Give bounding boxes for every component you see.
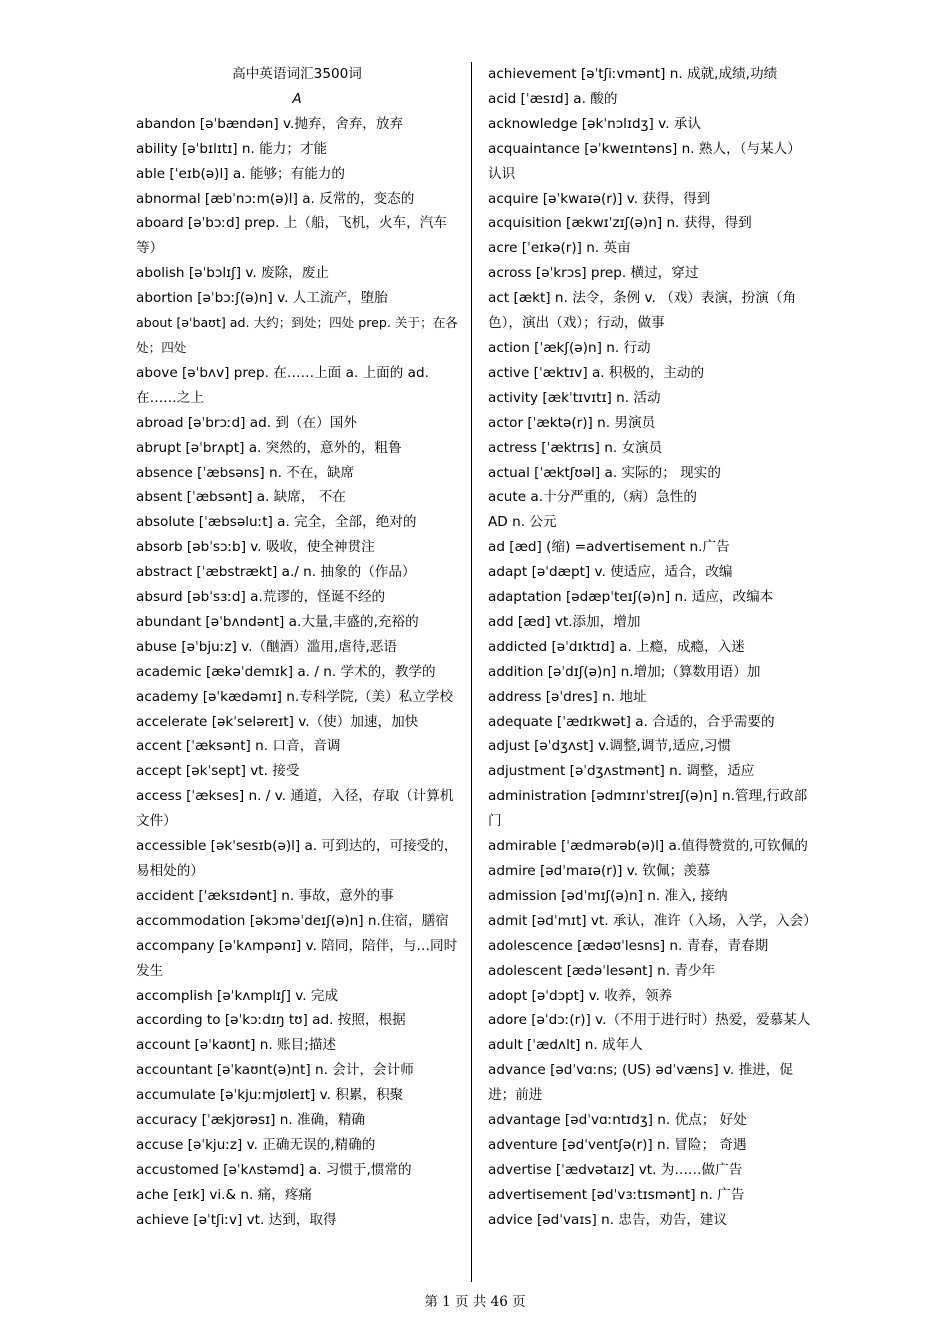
vocab-entry: activity [ækˈtɪvɪtɪ] n. 活动 [488, 389, 661, 406]
vocab-entry: achieve [əˈtʃiːv] vt. 达到，取得 [136, 1211, 337, 1228]
vocab-entry: advertisement [ədˈvɜːtɪsmənt] n. 广告 [488, 1186, 745, 1203]
vocab-entry: administration [ədmɪnɪˈstreɪʃ(ə)n] n.管理,行政部门 [488, 788, 808, 830]
vocab-entry: accept [əkˈsept] vt. 接受 [136, 763, 300, 780]
vocab-entry: act [ækt] n. 法令，条例 v. （戏）表演，扮演（角色），演出（戏）；行动，做事 [488, 290, 797, 332]
vocab-entry: acknowledge [əkˈnɔlɪdʒ] v. 承认 [488, 115, 701, 132]
vocab-entry: active [ˈæktɪv] a. 积极的，主动的 [488, 364, 705, 381]
vocab-entry: accommodation [əkɔməˈdeɪʃ(ə)n] n.住宿，膳宿 [136, 912, 449, 929]
vocab-entry: accelerate [əkˈseləreɪt] v.（使）加速，加快 [136, 713, 419, 730]
vocab-entry: actor [ˈæktə(r)] n. 男演员 [488, 414, 656, 431]
page-footer: 第 1 页 共 46 页 [424, 1294, 526, 1310]
vocab-entry: above [əˈbʌv] prep. 在……上面 a. 上面的 ad. 在……之上 [136, 364, 429, 406]
vocab-entry: abandon [əˈbændən] v.抛弃，舍弃，放弃 [136, 115, 404, 132]
vocab-entry: abroad [əˈbrɔːd] ad. 到（在）国外 [136, 414, 357, 431]
vocab-entry: abundant [əˈbʌndənt] a.大量,丰盛的,充裕的 [136, 613, 419, 630]
vocab-entry: acquaintance [əˈkweɪntəns] n. 熟人，（与某人）认识 [488, 140, 801, 182]
vocab-entry: advertise [ˈædvətaɪz] vt. 为……做广告 [488, 1161, 743, 1178]
vocab-entry: action [ˈækʃ(ə)n] n. 行动 [488, 339, 651, 356]
vocab-entry: actress [ˈæktrɪs] n. 女演员 [488, 439, 663, 456]
vocab-entry: accountant [əˈkaʊnt(ə)nt] n. 会计，会计师 [136, 1062, 414, 1079]
vocab-entry: able [ˈeɪb(ə)l] a. 能够；有能力的 [136, 165, 346, 182]
vocab-entry: acid [ˈæsɪd] a. 酸的 [488, 90, 618, 107]
vocab-entry: addicted [əˈdɪktɪd] a. 上瘾，成瘾，入迷 [488, 638, 745, 655]
section-letter: A [292, 90, 302, 107]
vocab-entry: achievement [əˈtʃiːvmənt] n. 成就,成绩,功绩 [488, 66, 778, 82]
vocab-entry: AD n. 公元 [488, 514, 557, 531]
vocab-entry: according to [əˈkɔːdɪŋ tʊ] ad. 按照，根据 [136, 1012, 406, 1029]
vocab-entry: add [æd] vt.添加，增加 [488, 613, 641, 630]
vocab-entry: ache [eɪk] vi.& n. 痛，疼痛 [136, 1186, 313, 1203]
vocab-entry: ad [æd] (缩) =advertisement n.广告 [488, 539, 730, 556]
vocab-entry: admirable [ˈædmərəb(ə)l] a.值得赞赏的,可钦佩的 [488, 838, 808, 855]
vocab-entry: abortion [əˈbɔːʃ(ə)n] v. 人工流产，堕胎 [136, 290, 388, 307]
vocab-entry: ability [əˈbɪlɪtɪ] n. 能力；才能 [136, 140, 328, 157]
vocab-entry: accustomed [əˈkʌstəmd] a. 习惯于,惯常的 [136, 1161, 412, 1178]
vocab-entry: adult [ˈædʌlt] n. 成年人 [488, 1037, 643, 1054]
left-entry-list [136, 112, 458, 1233]
vocab-entry: actual [ˈæktʃʊəl] a. 实际的； 现实的 [488, 464, 721, 481]
vocab-entry: acquire [əˈkwaɪə(r)] v. 获得，得到 [488, 190, 711, 207]
vocab-entry: aboard [əˈbɔːd] prep. 上（船，飞机，火车，汽车等） [136, 215, 447, 257]
vocab-entry: adore [əˈdɔː(r)] v.（不用于进行时）热爱，爱慕某人 [488, 1012, 811, 1029]
vocab-entry: academy [əˈkædəmɪ] n.专科学院,（美）私立学校 [136, 688, 454, 705]
vocab-entry: accompany [əˈkʌmpənɪ] v. 陪同，陪伴，与…同时发生 [136, 937, 458, 979]
vocab-entry: advice [ədˈvaɪs] n. 忠告，劝告，建议 [488, 1211, 728, 1228]
vocab-entry: abolish [əˈbɔlɪʃ] v. 废除，废止 [136, 265, 329, 282]
vocab-entry: access [ˈækses] n. / v. 通道，入径，存取（计算机文件） [136, 788, 454, 830]
vocab-entry: accessible [əkˈsesɪb(ə)l] a. 可到达的，可接受的，易相处的） [136, 838, 458, 879]
vocab-entry: absurd [əbˈsɜːd] a.荒谬的，怪诞不经的 [136, 589, 386, 606]
vocab-entry: accumulate [əˈkjuːmjʊleɪt] v. 积累，积聚 [136, 1087, 404, 1104]
column-divider [471, 62, 472, 1282]
vocab-entry: abuse [əˈbjuːz] v.（酗酒）滥用,虐待,恶语 [136, 638, 397, 655]
vocab-entry: accomplish [əˈkʌmplɪʃ] v. 完成 [136, 987, 339, 1004]
right-column [488, 62, 817, 1233]
vocab-entry: about [əˈbaʊt] ad. 大约；到处；四处 prep. 关于；在各处；四处 [136, 315, 458, 355]
vocab-entry: addition [əˈdɪʃ(ə)n] n.增加;（算数用语）加 [488, 663, 761, 680]
vocab-entry: adventure [ədˈventʃə(r)] n. 冒险； 奇遇 [488, 1136, 747, 1153]
vocab-entry: admire [ədˈmaɪə(r)] v. 钦佩；羡慕 [488, 863, 711, 879]
vocab-entry: admit [ədˈmɪt] vt. 承认，准许（入场，入学，入会） [488, 912, 817, 929]
right-entry-list [488, 62, 817, 1233]
vocab-entry: accuse [əˈkjuːz] v. 正确无误的,精确的 [136, 1136, 376, 1153]
vocab-entry: advance [ədˈvɑːns; (US) ədˈvæns] v. 推进，促进；前进 [488, 1062, 793, 1104]
left-column [136, 62, 458, 1233]
vocab-entry: adaptation [ədæpˈteɪʃ(ə)n] n. 适应，改编本 [488, 589, 774, 606]
vocab-entry: adapt [əˈdæpt] v. 使适应，适合，改编 [488, 564, 733, 581]
vocab-entry: absolute [ˈæbsəluːt] a. 完全，全部，绝对的 [136, 514, 417, 531]
vocab-entry: adjust [əˈdʒʌst] v.调整,调节,适应,习惯 [488, 738, 732, 755]
vocab-entry: abnormal [æbˈnɔːm(ə)l] a. 反常的，变态的 [136, 190, 415, 207]
vocab-entry: absorb [əbˈsɔːb] v. 吸收，使全神贯注 [136, 539, 375, 556]
vocab-entry: accident [ˈæksɪdənt] n. 事故，意外的事 [136, 887, 394, 904]
vocab-entry: abstract [ˈæbstrækt] a./ n. 抽象的（作品） [136, 564, 416, 581]
vocab-entry: adopt [əˈdɔpt] v. 收养，领养 [488, 987, 673, 1004]
vocab-entry: admission [ədˈmɪʃ(ə)n] n. 准入, 接纳 [488, 887, 728, 904]
vocab-entry: acre [ˈeɪkə(r)] n. 英亩 [488, 240, 631, 257]
vocab-entry: accuracy [ˈækjʊrəsɪ] n. 准确，精确 [136, 1112, 366, 1129]
vocab-entry: adjustment [əˈdʒʌstmənt] n. 调整，适应 [488, 763, 755, 780]
vocab-entry: acquisition [ækwɪˈzɪʃ(ə)n] n. 获得，得到 [488, 215, 752, 232]
vocab-entry: absence [ˈæbsəns] n. 不在，缺席 [136, 464, 355, 481]
vocab-entry: adequate [ˈædɪkwət] a. 合适的，合乎需要的 [488, 713, 775, 730]
vocab-entry: absent [ˈæbsənt] a. 缺席， 不在 [136, 489, 346, 506]
vocab-entry: adolescent [ædəˈlesənt] n. 青少年 [488, 962, 716, 979]
document-title: 高中英语词汇3500词 [232, 66, 362, 82]
vocab-entry: accent [ˈæksənt] n. 口音，音调 [136, 738, 341, 755]
vocab-entry: acute a.十分严重的,（病）急性的 [488, 489, 697, 506]
vocab-entry: adolescence [ædəʊˈlesns] n. 青春，青春期 [488, 937, 769, 954]
vocab-entry: account [əˈkaʊnt] n. 账目;描述 [136, 1037, 337, 1054]
vocab-entry: abrupt [əˈbrʌpt] a. 突然的，意外的，粗鲁 [136, 439, 402, 456]
vocab-entry: address [əˈdres] n. 地址 [488, 688, 647, 705]
vocab-entry: advantage [ədˈvɑːntɪdʒ] n. 优点； 好处 [488, 1112, 747, 1129]
vocab-entry: academic [ækəˈdemɪk] a. / n. 学术的，教学的 [136, 663, 436, 680]
vocab-entry: across [əˈkrɔs] prep. 横过，穿过 [488, 265, 699, 282]
